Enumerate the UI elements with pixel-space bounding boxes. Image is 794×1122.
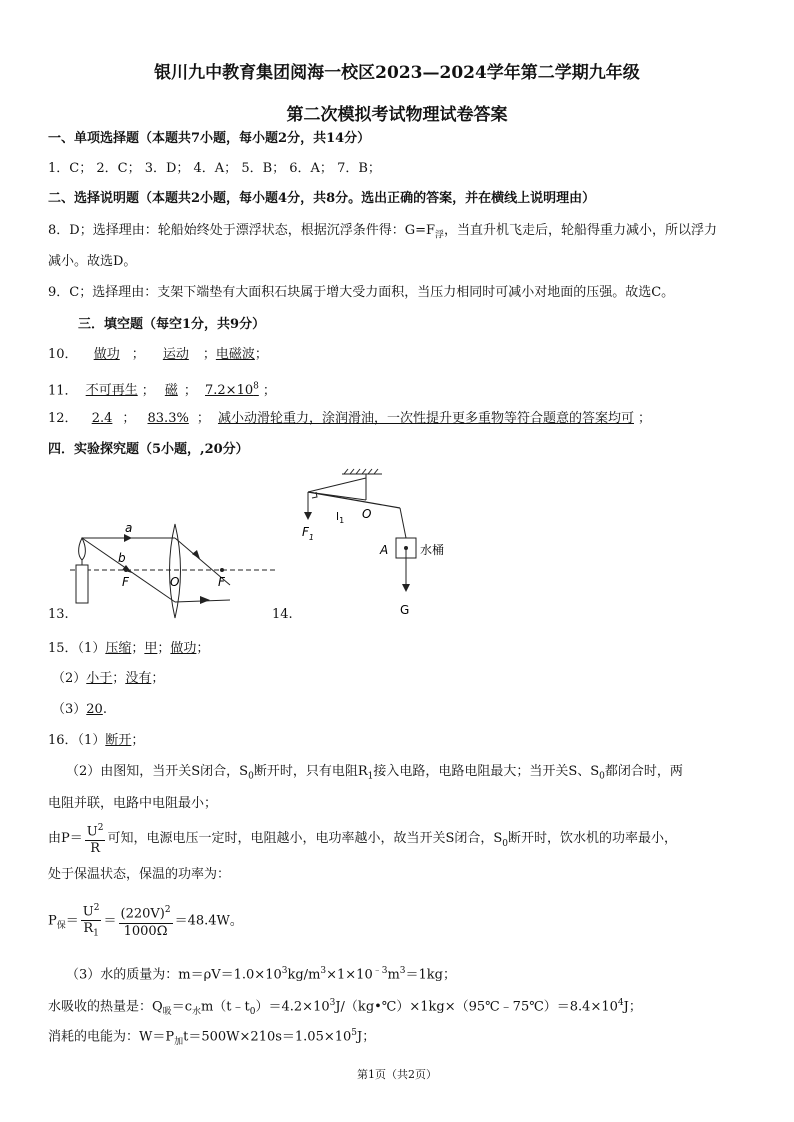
q15-1-pre: 15．（1） <box>48 641 106 656</box>
q10-line: 10． 做功 ； 运动 ；电磁波； <box>48 347 268 362</box>
bucket-rope <box>400 508 406 538</box>
q8-text-b: ，当直升机飞走后，轮船得重力减小，所以浮力 <box>444 223 718 238</box>
q15-1-line: 15．（1）压缩；甲；做功； <box>48 641 210 656</box>
optical-center-label: O <box>170 575 180 589</box>
lens-diagram <box>70 510 280 625</box>
point-a-label: A <box>380 543 389 557</box>
q11-ans-b: 磁 <box>164 383 178 399</box>
arm-l1-line <box>308 478 366 492</box>
q11-num: 11． <box>48 383 78 399</box>
q12-num: 12． <box>48 411 78 426</box>
section-1-answers: 1．C； 2．C； 3．D； 4．A； 5．B； 6．A； 7．B； <box>48 161 381 176</box>
q15-2-b: 没有 <box>125 671 152 686</box>
ray-b-label: b <box>118 551 126 565</box>
q14-num: 14. <box>272 607 293 622</box>
q15-2-line: （2）小于；没有； <box>52 671 165 686</box>
q8-line-1 <box>48 222 717 245</box>
q12-ans-a: 2.4 <box>91 411 113 426</box>
q11-ans-c: 7.2×10 <box>205 383 254 399</box>
power-formula-fraction: $\frac{U^2}{R}$ <box>85 820 106 857</box>
q16-1-pre: 16．（1） <box>48 733 106 748</box>
q15-3-pre: （3） <box>52 702 87 717</box>
q13-num: 13. <box>48 607 69 622</box>
q16-3-t1: （3）水的质量为：m＝ρV＝1.0×10 <box>66 967 282 983</box>
q16-3-line-1: （3）水的质量为：$m=\rho V=1.0\times 10^3kg/m^3\times 1\times 10^{﹣3}m^3=1kg$； <box>66 966 457 983</box>
q16-3-t11: J； <box>623 999 642 1015</box>
force-f1-arrowhead <box>304 512 312 520</box>
title-line-1: 银川九中教育集团阅海一校区2023—2024学年第二学期九年级 <box>154 63 640 83</box>
q16-2-line-1: （2）由图知，当开关S闭合，$S_0$断开时，只有电阻$R_1$接入电路，电路电阻最大；当开关S、$S_0$都闭合时，两 <box>66 764 683 782</box>
q16-3-t12: 消耗的电能为：W＝P <box>48 1029 175 1045</box>
q12-line: 12． 2.4 ； 83.3% ； 减小动滑轮重力，涂润滑油，一次性提升更多重物等符合题意的答案均可 ； <box>48 411 651 426</box>
q11-ans-a: 不可再生 <box>85 383 138 399</box>
q10-num: 10． <box>48 347 78 362</box>
section-2-heading: 二、选择说明题（本题共2小题，每小题4分，共8分。选出正确的答案，并在横线上说明理由） <box>48 191 596 206</box>
ray-a-label: a <box>125 521 133 535</box>
focus-right-dot <box>220 568 224 572</box>
ray-a-arrow <box>192 550 200 559</box>
q8-line-2: 减小。故选D。 <box>48 254 137 269</box>
f1-letter: F <box>302 525 309 539</box>
q12-ans-c: 减小动滑轮重力，涂润滑油，一次性提升更多重物等符合题意的答案均可 <box>217 411 634 426</box>
bucket-label: 水桶 <box>420 543 445 557</box>
q10-ans-a: 做功 <box>93 347 120 362</box>
q16-2-line-5: $P_保=$ $\frac{U^2}{R_1}$ ＝ $\frac{(220V)^2}{1000\Omega}$ ＝48.4W。 <box>48 900 243 944</box>
ceiling-hatch <box>344 469 378 474</box>
section-3-heading: 三．填空题（每空1分，共9分） <box>78 317 266 332</box>
q16-2-t1: （2）由图知，当开关S闭合，S <box>66 764 249 779</box>
q16-3-t2: kg/m <box>287 967 321 983</box>
lever-diagram <box>290 468 460 618</box>
q16-3-t3: ×1×10 <box>326 967 373 983</box>
q10-ans-b: 运动 <box>162 347 189 362</box>
q12-ans-b: 83.3% <box>147 411 189 426</box>
gravity-arrowhead <box>402 584 410 592</box>
q16-3-t9: ）＝4.2×10 <box>255 999 330 1015</box>
p-keep-sub: 保 <box>56 921 66 932</box>
force-f1-label <box>302 525 314 542</box>
focus-left-label: F <box>122 575 129 589</box>
p-keep: P <box>48 913 57 929</box>
section-4-heading: 四．实验探究题（5小题，,20分） <box>48 442 249 457</box>
q16-2-t3: 接入电路，电路电阻最大；当开关S、S <box>373 764 600 779</box>
arm-l1-label <box>336 510 344 525</box>
q16-2-line-3: 由P＝ $\frac{U^2}{R}$ 可知，电源电压一定时，电阻越小，电功率越小，故当开关S闭合，$S_0$断开时，饮水机的功率最小， <box>48 820 677 862</box>
q11-line: 11． 不可再生 ； 磁 ； $7.2\times 10^8$ ； <box>48 382 276 399</box>
q16-3-t13: t＝500W×210s＝1.05×10 <box>183 1029 352 1045</box>
q16-3-t14: J； <box>357 1029 376 1045</box>
q15-1-b: 甲 <box>144 641 158 656</box>
q16-3-t7: ＝c <box>171 999 192 1015</box>
title-line-2: 第二次模拟考试物理试卷答案 <box>286 105 508 125</box>
p-keep-result: ＝48.4W。 <box>174 913 243 929</box>
frac2-num: (220V) <box>120 906 165 922</box>
q15-2-pre: （2） <box>52 671 87 686</box>
candle-body <box>76 565 88 603</box>
fulcrum-o-label: O <box>362 507 372 521</box>
f1-sub: 1 <box>308 533 314 542</box>
candle-flame-icon <box>79 538 86 560</box>
q16-3-t10: J/（kg•℃）×1kg×（95℃﹣75℃）＝8.4×10 <box>335 999 618 1015</box>
l1-letter: l <box>336 510 340 523</box>
l1-sub: 1 <box>339 516 345 525</box>
q16-2-t7: 断开时，饮水机的功率最小， <box>508 831 678 847</box>
fraction-220v: $\frac{(220V)^2}{1000\Omega}$ <box>119 902 173 939</box>
focus-left-dot <box>124 568 128 572</box>
section-1-heading: 一、单项选择题（本题共7小题，每小题2分，共14分） <box>48 131 371 146</box>
q15-1-c: 做功 <box>170 641 197 656</box>
q15-2-a: 小于 <box>86 671 113 686</box>
q15-3-line: （3）20. <box>52 702 107 717</box>
q16-3-line-2: 水吸收的热量是：$Q_吸=c_水m(t﹣t_0)=4.2\times 10^3J/(kg•℃)\times 1kg\times(95℃﹣75℃)=8.4\times 10^4J$； <box>48 998 642 1017</box>
q16-2-t5: 由P＝ <box>48 831 83 847</box>
frac2-den: 1000Ω <box>123 923 168 939</box>
q16-3-t8: m（t﹣t <box>200 999 250 1015</box>
q16-2-t6: 可知，电源电压一定时，电阻越小，电功率越小，故当开关S闭合，S <box>107 831 503 847</box>
q16-3-t5: ＝1kg； <box>405 967 457 983</box>
q16-2-t2: 断开时，只有电阻R <box>253 764 368 779</box>
gravity-g-label: G <box>400 603 410 617</box>
q16-2-line-4: 处于保温状态，保温的功率为： <box>48 867 231 882</box>
focus-right-label: F <box>218 575 225 589</box>
q16-2-t4: 都闭合时，两 <box>604 764 683 779</box>
q16-1-a: 断开 <box>105 733 132 748</box>
q10-ans-c: 电磁波 <box>215 347 255 362</box>
q16-2-line-2: 电阻并联，电路中电阻最小； <box>48 796 218 811</box>
q15-3-a: 20 <box>86 702 103 717</box>
q15-1-a: 压缩 <box>105 641 132 656</box>
q8-sub: 浮 <box>435 230 445 241</box>
q16-3-line-3: 消耗的电能为：$W=P_加t=500W\times 210s=1.05\times 10^5J$； <box>48 1028 376 1047</box>
q8-text-a: 8．D；选择理由：轮船始终处于漂浮状态，根据沉浮条件得：G=F <box>48 223 435 238</box>
q16-3-t4: m <box>387 967 400 983</box>
fraction-u2-r1: $\frac{U^2}{R_1}$ <box>81 900 102 942</box>
q16-1-line: 16．（1）断开； <box>48 733 145 748</box>
page-footer: 第1页（共2页） <box>357 1068 437 1081</box>
ray-a-arrow-2 <box>124 534 132 542</box>
q16-3-t6: 水吸收的热量是：Q <box>48 999 163 1015</box>
ray-b-arrow-2 <box>200 596 210 604</box>
q11-ans-c-exp: 8 <box>253 382 259 392</box>
q9-line: 9．C；选择理由：支架下端垫有大面积石块属于增大受力面积，当压力相同时可减小对地面的压强。故选C。 <box>48 285 675 300</box>
